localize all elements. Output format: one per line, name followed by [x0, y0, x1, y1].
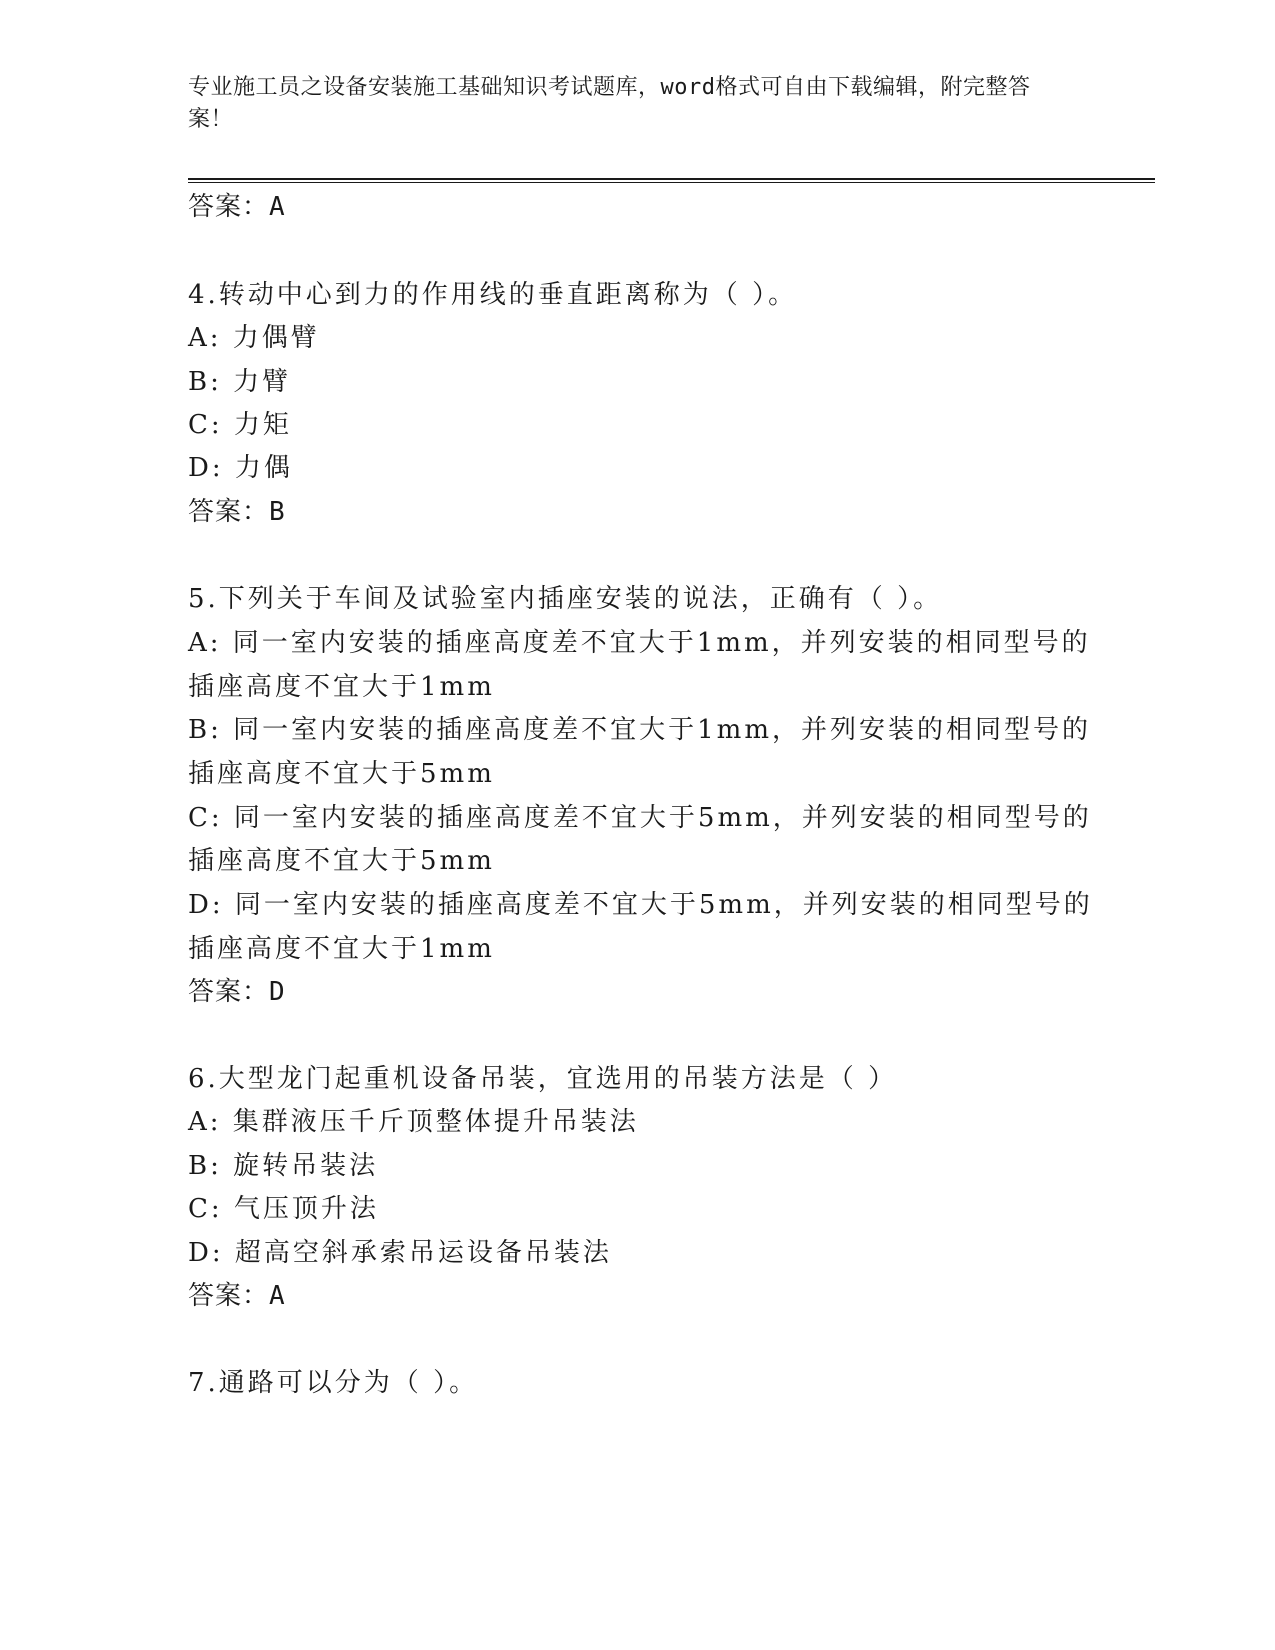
q5-option-b-cont: 插座高度不宜大于5mm	[188, 759, 495, 789]
q5-option-c: C: 同一室内安装的插座高度差不宜大于5mm，并列安装的相同型号的	[188, 803, 1092, 833]
q5-option-d-cont: 插座高度不宜大于1mm	[188, 934, 495, 964]
q5-option-a: A: 同一室内安装的插座高度差不宜大于1mm，并列安装的相同型号的	[188, 628, 1091, 658]
q5-answer: 答案：D	[188, 977, 286, 1007]
q6-option-d: D: 超高空斜承索吊运设备吊装法	[188, 1238, 612, 1268]
q5-option-a-cont: 插座高度不宜大于1mm	[188, 672, 495, 702]
q6-option-b: B: 旋转吊装法	[188, 1151, 379, 1181]
q5-option-d: D: 同一室内安装的插座高度差不宜大于5mm，并列安装的相同型号的	[188, 890, 1093, 920]
q4-option-b: B: 力臂	[188, 367, 292, 397]
q5-option-c-cont: 插座高度不宜大于5mm	[188, 846, 495, 876]
question-7: 7.通路可以分为（ ）。	[188, 1368, 479, 1398]
document-header: 专业施工员之设备安装施工基础知识考试题库，word格式可自由下载编辑，附完整答案！	[188, 75, 1031, 132]
q4-option-c: C: 力矩	[188, 410, 292, 440]
q6-answer: 答案：A	[188, 1281, 286, 1311]
question-6: 6.大型龙门起重机设备吊装，宜选用的吊装方法是（ ）	[188, 1064, 898, 1094]
q6-option-a: A: 集群液压千斤顶整体提升吊装法	[188, 1107, 639, 1137]
q4-option-d: D: 力偶	[188, 453, 293, 483]
header-divider	[188, 178, 1155, 180]
q4-answer: 答案：B	[188, 497, 286, 527]
question-5: 5.下列关于车间及试验室内插座安装的说法，正确有（ ）。	[188, 584, 943, 614]
header-divider-thin	[188, 182, 1155, 183]
q4-option-a: A: 力偶臂	[188, 323, 320, 353]
q6-option-c: C: 气压顶升法	[188, 1194, 379, 1224]
q5-option-b: B: 同一室内安装的插座高度差不宜大于1mm，并列安装的相同型号的	[188, 715, 1091, 745]
answer-prev: 答案：A	[188, 192, 286, 222]
question-4: 4.转动中心到力的作用线的垂直距离称为（ ）。	[188, 280, 798, 310]
